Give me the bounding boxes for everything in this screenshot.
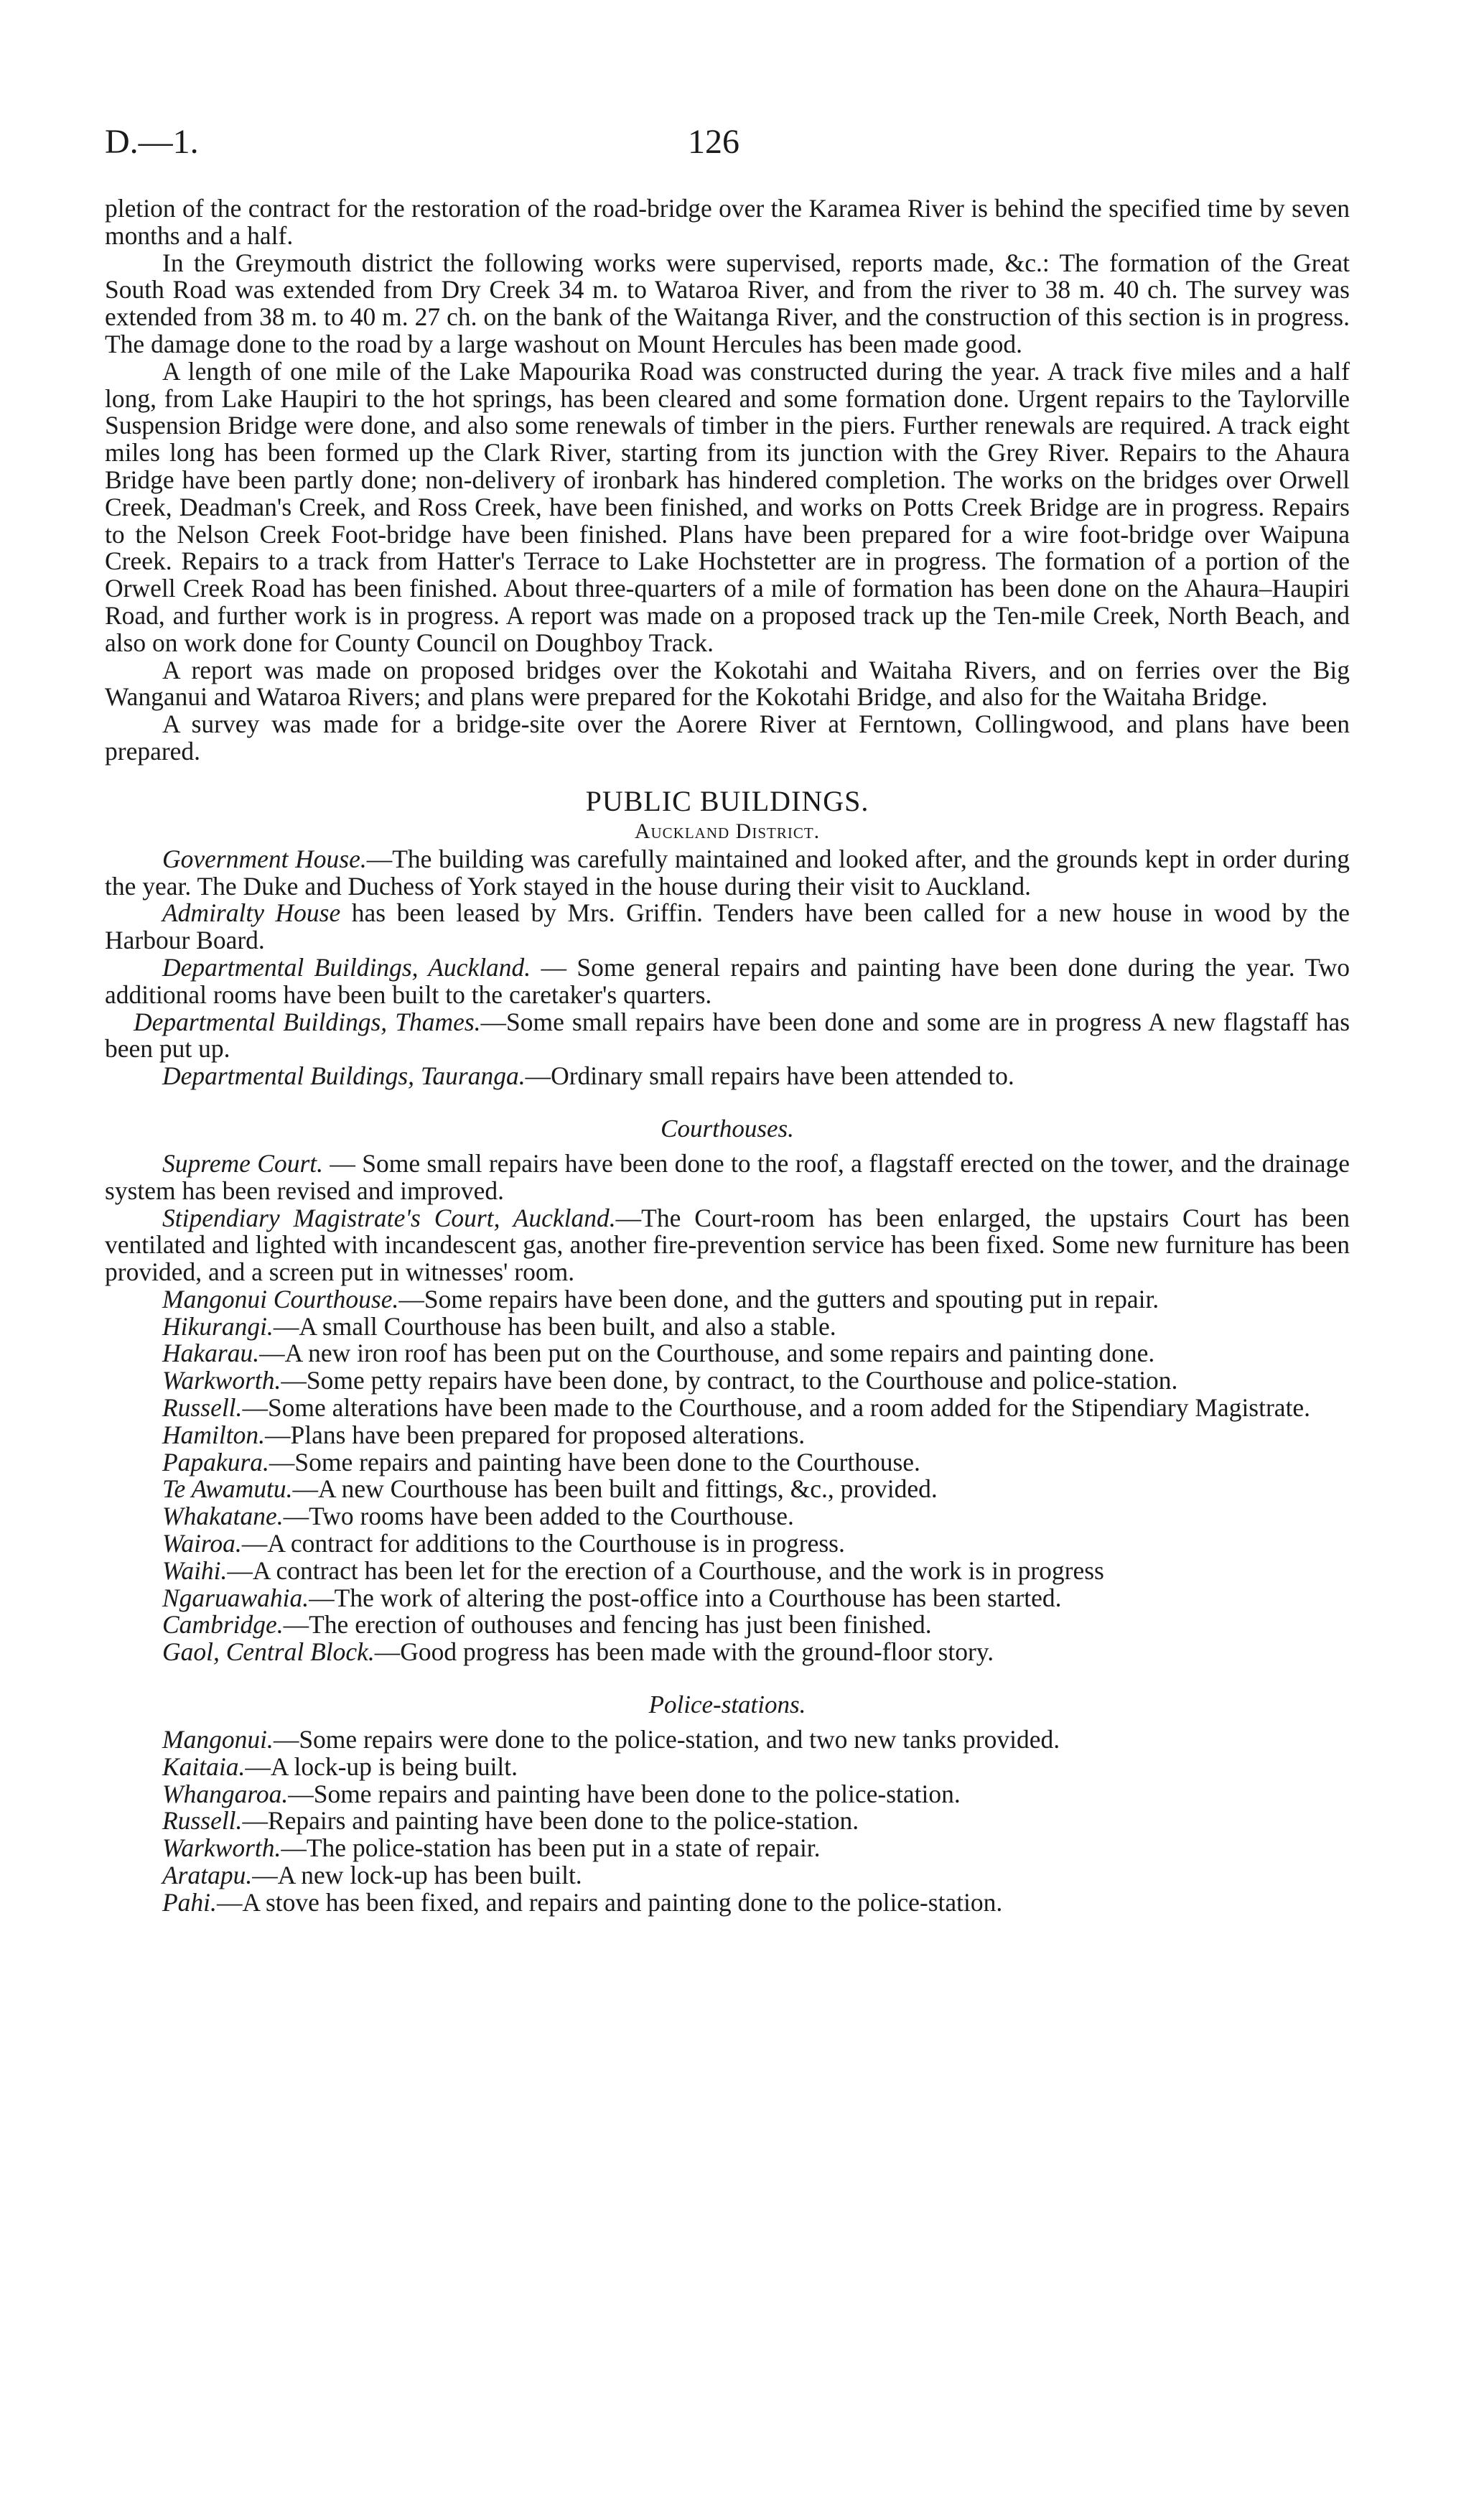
item-label: Aratapu.	[162, 1861, 253, 1890]
intro-paragraph-5: A survey was made for a bridge-site over the Aorere River at Ferntown, Collingwood, and plans have been prepared.	[105, 710, 1350, 766]
item-text: —A new Courthouse has been built and fittings, &c., provided.	[292, 1474, 938, 1504]
item-text: —Some small repairs have been done and some are in progress A new flagstaff has been put up.	[105, 1007, 1350, 1064]
list-item	[105, 1422, 1350, 1449]
item-text: —Some petty repairs have been done, by contract, to the Courthouse and police-station.	[281, 1366, 1178, 1395]
list-item	[105, 1889, 1350, 1917]
item-label: Whakatane.	[162, 1502, 284, 1531]
list-item	[105, 1639, 1350, 1666]
district-title: Auckland District.	[634, 819, 821, 843]
list-item	[105, 1449, 1350, 1476]
item-label: Pahi.	[162, 1887, 217, 1917]
item-text: —Repairs and painting have been done to the police-station.	[242, 1806, 859, 1836]
intro-paragraph-3: A length of one mile of the Lake Mapourika Road was constructed during the year. A track five miles and a half long, from Lake Haupiri to the hot springs, has been cleared and some formation done. Urgent repairs to the Taylorville Suspension Bridge were done, and also some renewals of timber in the piers. Further renewals are required. A track eight miles long has been formed up the Clark River, starting from its junction with the Grey River. Repairs to the Ahaura Bridge have been partly done; non-delivery of ironbark has hindered completion. The works on the bridges over Orwell Creek, Deadman's Creek, and Ross Creek, have been finished, and works on Potts Creek Bridge are in progress. Repairs to the Nelson Creek Foot-bridge have been finished. Plans have been prepared for a wire foot-bridge over Waipuna Creek. Repairs to a track from Hatter's Terrace to Lake Hochstetter are in progress. The formation of a portion of the Orwell Creek Road has been finished. About three-quarters of a mile of formation has been done on the Ahaura–Haupiri Road, and further work is in progress. A report was made on a proposed track up the Ten-mile Creek, North Beach, and also on work done for County Council on Doughboy Track.	[105, 356, 1350, 657]
courthouses-title: Courthouses.	[661, 1114, 794, 1143]
item-text: —Two rooms have been added to the Courthouse.	[283, 1502, 794, 1531]
list-item	[105, 1395, 1350, 1422]
item-label: Kaitaia.	[162, 1752, 246, 1781]
item-label: Mangonui.	[162, 1725, 274, 1754]
auckland-items	[105, 846, 1350, 1090]
item-text: —A small Courthouse has been built, and also a stable.	[273, 1311, 836, 1341]
list-item	[105, 1205, 1350, 1286]
list-item	[105, 1835, 1350, 1862]
item-text: —A contract has been let for the erection of a Courthouse, and the work is in progress	[227, 1555, 1104, 1585]
page-body	[105, 195, 1350, 1917]
item-label: Supreme Court.	[162, 1148, 324, 1178]
list-item	[105, 1476, 1350, 1503]
item-label: Mangonui Courthouse.	[162, 1284, 399, 1313]
item-text: —The erection of outhouses and fencing has just been finished.	[283, 1610, 932, 1640]
item-text: —Some repairs have been done, and the gutters and spouting put in repair.	[398, 1284, 1159, 1313]
item-text: —Some alterations have been made to the Courthouse, and a room added for the Stipendiary Magistrate.	[242, 1393, 1311, 1423]
list-item	[105, 1612, 1350, 1639]
item-label: Hakarau.	[162, 1339, 260, 1368]
list-item	[105, 1009, 1350, 1064]
item-label: Departmental Buildings, Thames.	[134, 1007, 481, 1036]
list-item	[105, 1063, 1350, 1090]
list-item	[105, 1340, 1350, 1367]
item-label: Russell.	[162, 1806, 243, 1836]
item-label: Hamilton.	[162, 1420, 265, 1449]
item-text: —Some repairs were done to the police-station, and two new tanks provided.	[273, 1725, 1060, 1754]
list-item	[105, 1585, 1350, 1612]
list-item	[105, 846, 1350, 901]
list-item	[105, 1781, 1350, 1808]
list-item	[105, 1286, 1350, 1313]
intro-paragraph-2: In the Greymouth district the following works were supervised, reports made, &c.: The formation of the Great South Road was extended from Dry Creek 34 m. to Wataroa River, and from the river to 38 m. 40 ch. The survey was extended from 38 m. to 40 m. 27 ch. on the bank of the Waitanga River, and the construction of this section is in progress. The damage done to the road by a large washout on Mount Hercules has been made good.	[105, 248, 1350, 358]
item-text: —Some repairs and painting have been done to the Courthouse.	[269, 1447, 920, 1476]
item-label: Hikurangi.	[162, 1311, 274, 1341]
item-text: —Some repairs and painting have been done to the police-station.	[288, 1779, 961, 1808]
item-text: —A new iron roof has been put on the Courthouse, and some repairs and painting done.	[259, 1339, 1155, 1368]
section-title: PUBLIC BUILDINGS.	[585, 784, 869, 817]
item-label: Te Awamutu.	[162, 1474, 293, 1504]
police-stations-title: Police-stations.	[648, 1691, 806, 1719]
item-label: Warkworth.	[162, 1366, 281, 1395]
item-text: —The work of altering the post-office into a Courthouse has been started.	[309, 1583, 1062, 1612]
item-label: Wairoa.	[162, 1529, 242, 1558]
item-text: —The building was carefully maintained and looked after, and the grounds kept in order during the year. The Duke and Duchess of York stayed in the house during their visit to Auckland.	[105, 844, 1350, 901]
item-label: Whangaroa.	[162, 1779, 289, 1808]
list-item	[105, 1530, 1350, 1558]
list-item	[105, 1808, 1350, 1835]
item-text: —A lock-up is being built.	[245, 1752, 518, 1781]
item-label: Stipendiary Magistrate's Court, Auckland.	[162, 1203, 616, 1232]
item-text: —The police-station has been put in a state of repair.	[281, 1833, 821, 1863]
list-item	[105, 1726, 1350, 1754]
item-text: —The Court-room has been enlarged, the upstairs Court has been ventilated and lighted with incandescent gas, another fire-prevention service has been fixed. Some new furniture has been provided, and a screen put in witnesses' room.	[105, 1203, 1350, 1287]
list-item	[105, 1862, 1350, 1889]
page-number: 126	[688, 123, 739, 161]
item-text: —A new lock-up has been built.	[252, 1861, 582, 1890]
list-item	[105, 1367, 1350, 1395]
item-text: —Good progress has been made with the ground-floor story.	[374, 1637, 994, 1667]
list-item	[105, 1754, 1350, 1781]
item-text: has been leased by Mrs. Griffin. Tenders have been called for a new house in wood by the Harbour Board.	[105, 898, 1350, 955]
item-label: Ngaruawahia.	[162, 1583, 309, 1612]
item-label: Departmental Buildings, Auckland.	[162, 952, 531, 982]
item-label: Government House.	[162, 844, 367, 873]
item-text: — Some general repairs and painting have been done during the year. Two additional rooms have been built to the caretaker's quarters.	[105, 952, 1350, 1009]
list-item	[105, 900, 1350, 954]
item-label: Russell.	[162, 1393, 243, 1423]
courthouses-list	[105, 1150, 1350, 1666]
item-label: Waihi.	[162, 1555, 228, 1585]
item-text: —Ordinary small repairs have been attended to.	[525, 1061, 1014, 1091]
item-text: — Some small repairs have been done to the roof, a flagstaff erected on the tower, and the drainage system has been revised and improved.	[105, 1148, 1350, 1205]
item-label: Gaol, Central Block.	[162, 1637, 375, 1667]
item-label: Cambridge.	[162, 1610, 284, 1640]
item-text: —A contract for additions to the Courthouse is in progress.	[241, 1529, 845, 1558]
item-text: —A stove has been fixed, and repairs and painting done to the police-station.	[216, 1887, 1003, 1917]
intro-paragraph-1: pletion of the contract for the restoration of the road-bridge over the Karamea River is behind the specified time by seven months and a half.	[105, 194, 1350, 250]
page-header	[0, 122, 1484, 165]
item-label: Warkworth.	[162, 1833, 281, 1863]
item-label: Departmental Buildings, Tauranga.	[162, 1061, 526, 1091]
item-text: —Plans have been prepared for proposed alterations.	[265, 1420, 806, 1449]
item-label: Admiralty House	[162, 898, 341, 928]
list-item	[105, 1503, 1350, 1530]
list-item	[105, 1313, 1350, 1341]
item-label: Papakura.	[162, 1447, 269, 1476]
document-reference: D.—1.	[105, 123, 199, 161]
list-item	[105, 1150, 1350, 1205]
police-stations-list	[105, 1726, 1350, 1917]
intro-paragraph-4: A report was made on proposed bridges over the Kokotahi and Waitaha Rivers, and on ferries over the Big Wanganui and Wataroa Rivers; and plans were prepared for the Kokotahi Bridge, and also for the Waitaha Bridge.	[105, 655, 1350, 712]
list-item	[105, 1555, 1350, 1585]
list-item	[105, 954, 1350, 1009]
